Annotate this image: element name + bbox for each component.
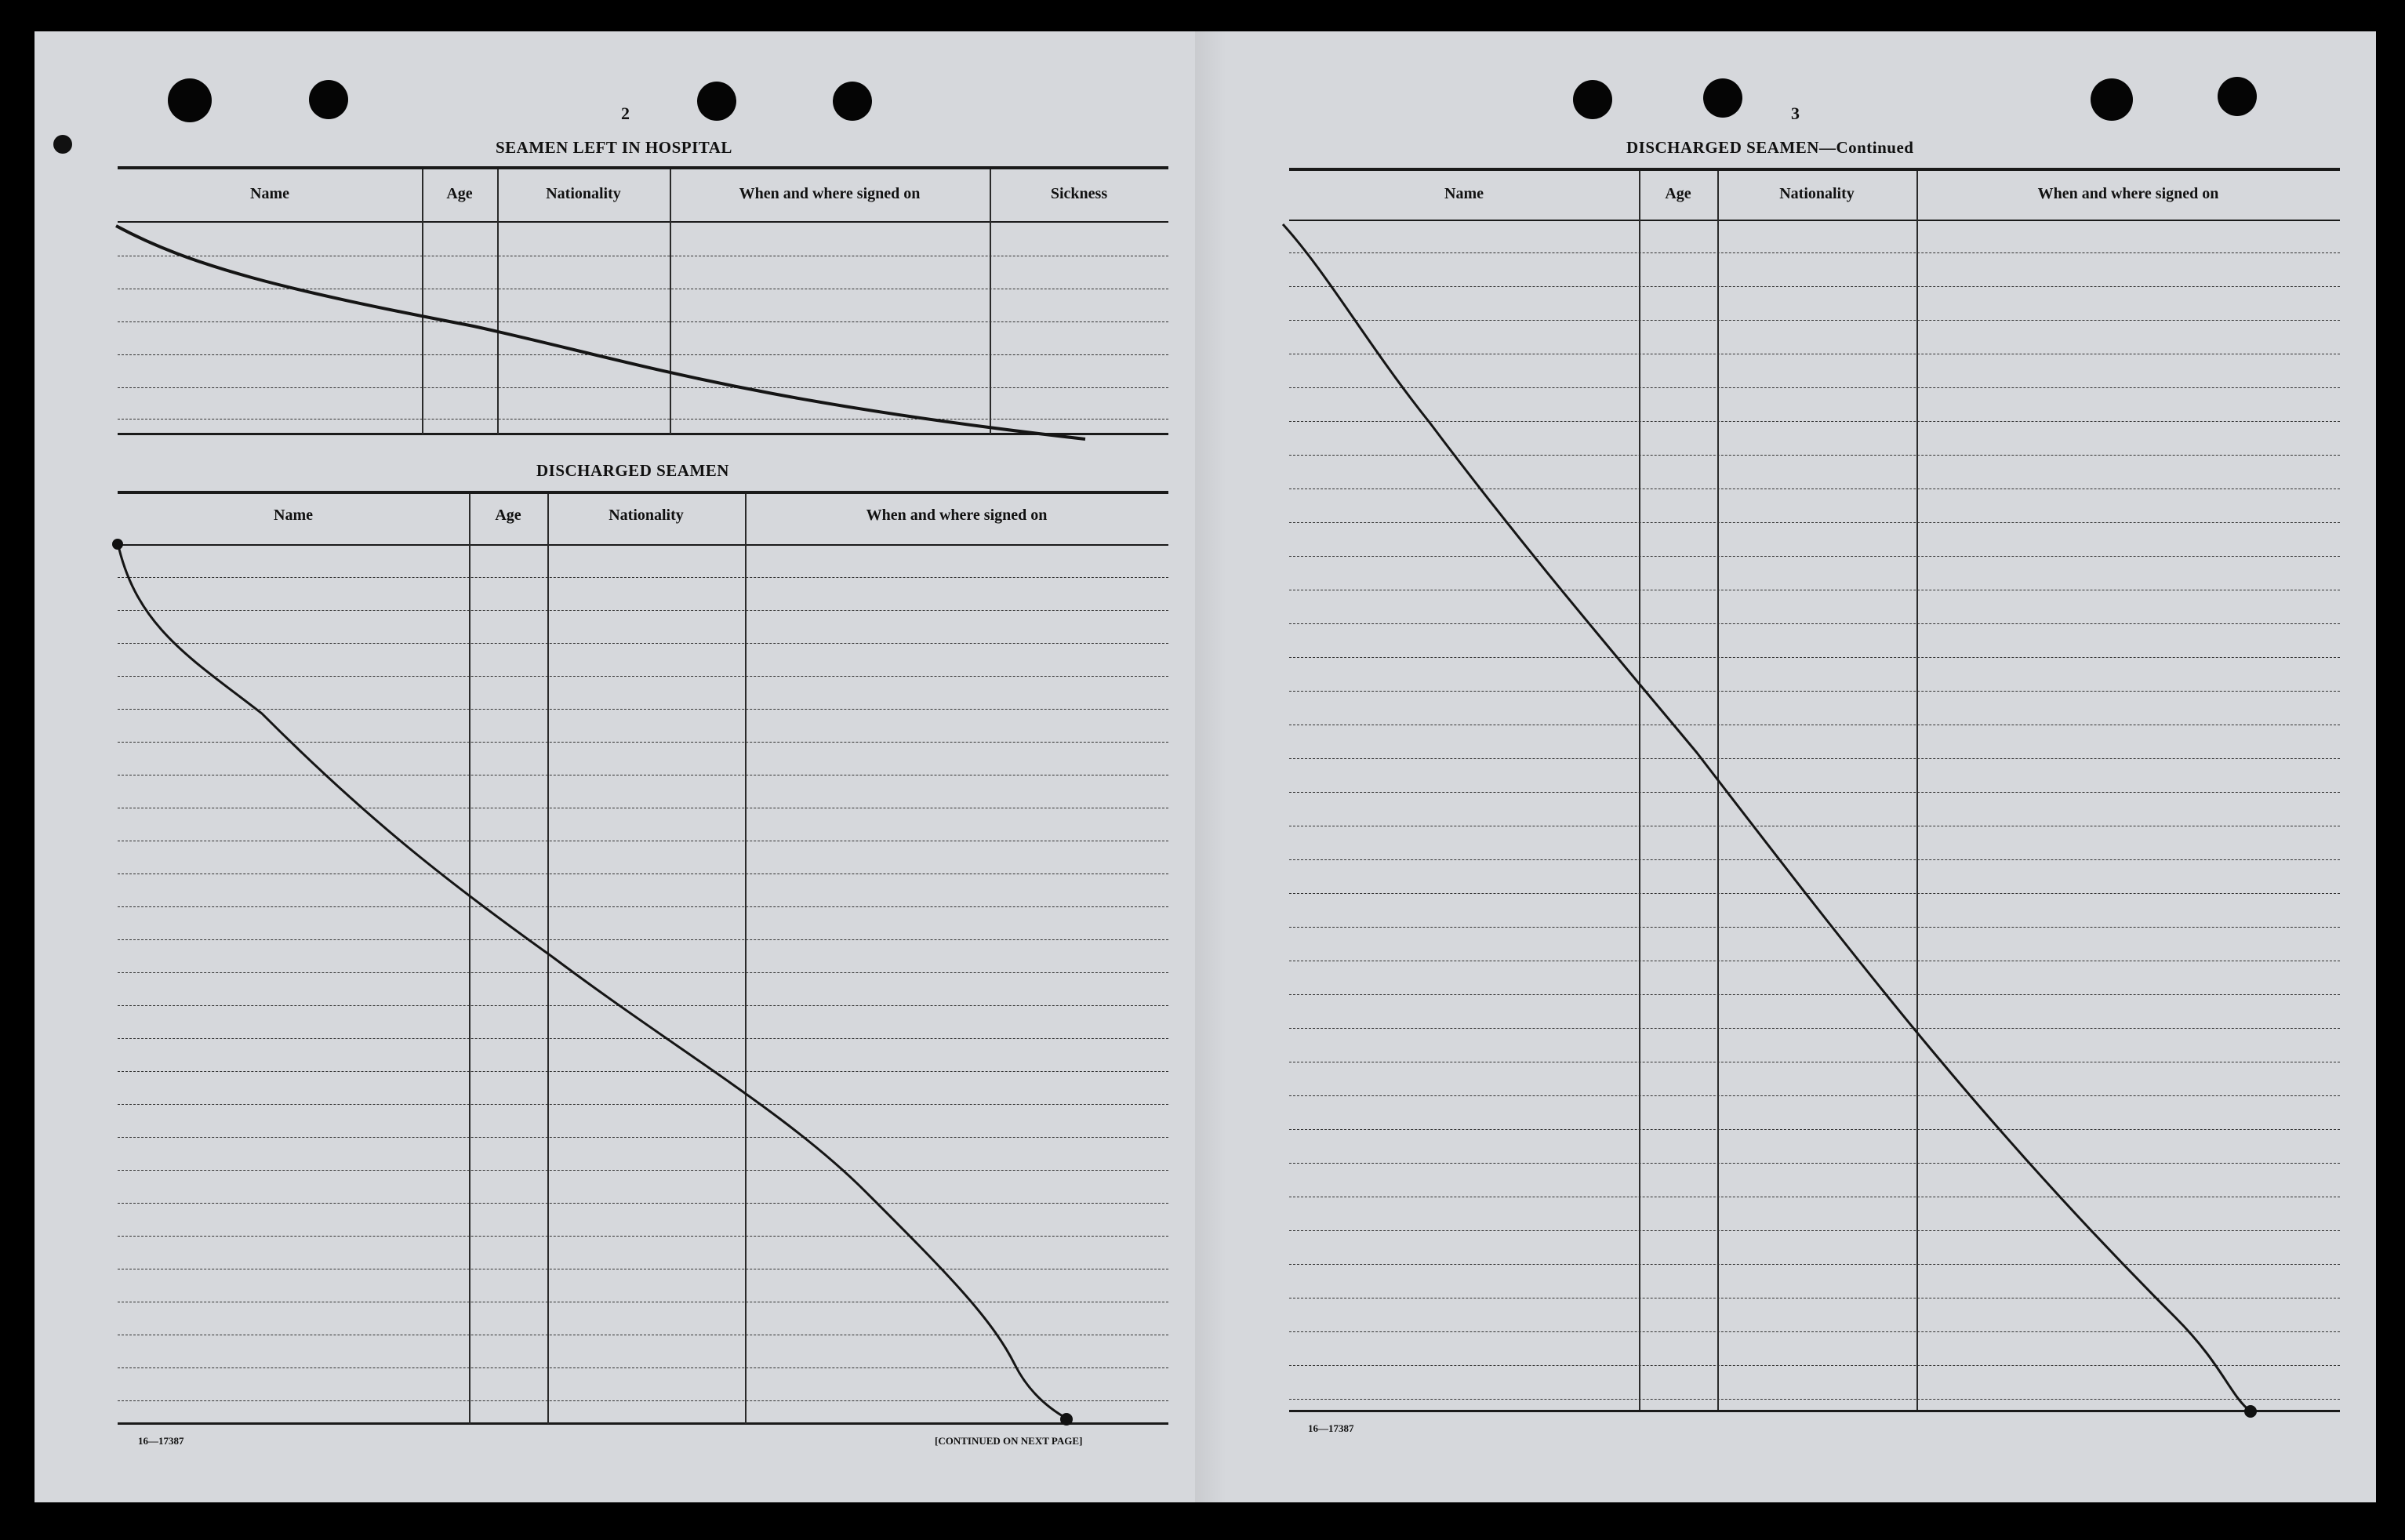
hospital-col-age: Age bbox=[446, 185, 473, 202]
right-col-nationality: Nationality bbox=[1779, 185, 1855, 202]
right-col-signed-on: When and where signed on bbox=[2037, 185, 2219, 202]
hospital-col-sickness: Sickness bbox=[1050, 185, 1108, 202]
right-form-number: 16—17387 bbox=[1308, 1422, 1354, 1434]
left-page-number: 2 bbox=[621, 104, 630, 123]
right-section-title: DISCHARGED SEAMEN—Continued bbox=[1626, 138, 1914, 157]
hospital-col-signed-on: When and where signed on bbox=[739, 185, 921, 202]
hospital-col-nationality: Nationality bbox=[546, 185, 621, 202]
ink-dot bbox=[53, 135, 72, 154]
right-cancel-stroke bbox=[1283, 224, 2251, 1411]
cancellation-strokes bbox=[35, 31, 2376, 1502]
ink-dot bbox=[112, 539, 123, 550]
discharged-col-name: Name bbox=[274, 507, 313, 524]
discharged-cancel-stroke bbox=[118, 543, 1068, 1419]
discharged-section-title: DISCHARGED SEAMEN bbox=[536, 461, 729, 480]
continued-note: [CONTINUED ON NEXT PAGE] bbox=[935, 1435, 1083, 1447]
hospital-col-name: Name bbox=[250, 185, 289, 202]
ink-dot bbox=[2244, 1405, 2257, 1418]
discharged-col-nationality: Nationality bbox=[609, 507, 684, 524]
discharged-col-signed-on: When and where signed on bbox=[866, 507, 1048, 524]
right-col-age: Age bbox=[1665, 185, 1691, 202]
right-page-number: 3 bbox=[1791, 104, 1800, 123]
discharged-col-age: Age bbox=[495, 507, 521, 524]
hospital-cancel-stroke bbox=[116, 226, 1085, 439]
form-sheet bbox=[35, 31, 2376, 1502]
ink-dot bbox=[1060, 1413, 1073, 1426]
right-col-name: Name bbox=[1444, 185, 1484, 202]
hospital-section-title: SEAMEN LEFT IN HOSPITAL bbox=[496, 138, 732, 157]
left-form-number: 16—17387 bbox=[138, 1435, 184, 1447]
